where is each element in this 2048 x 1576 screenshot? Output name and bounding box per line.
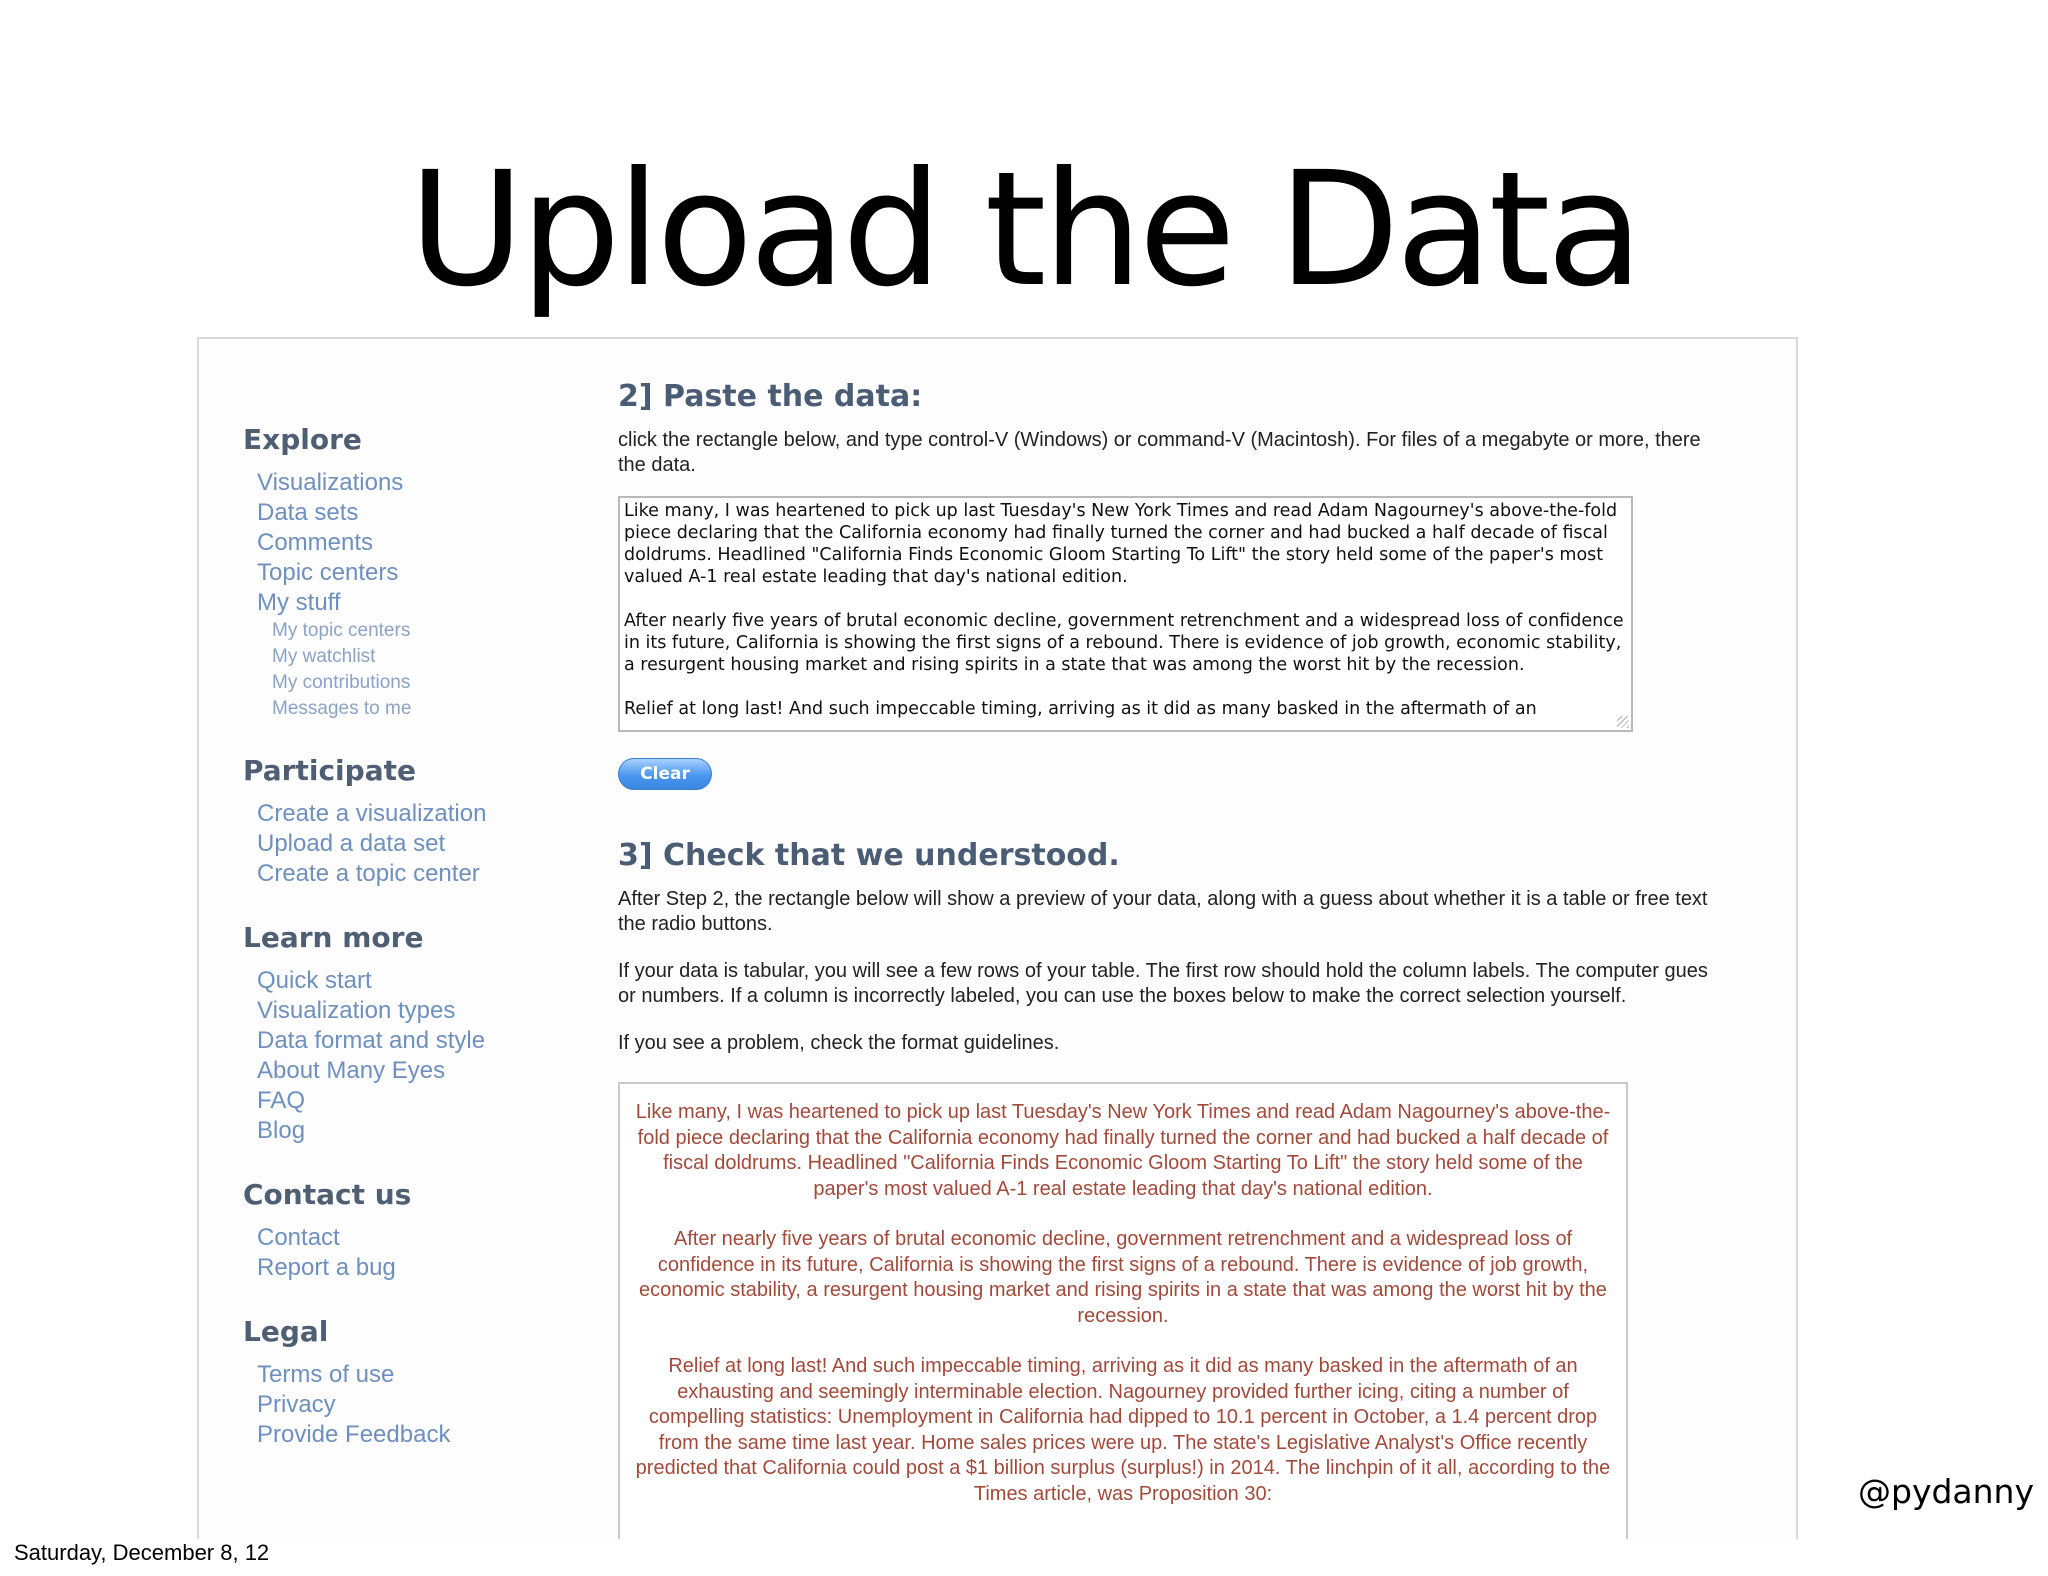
sidebar-heading-learn-more: Learn more xyxy=(243,921,424,954)
textarea-paragraph: After nearly five years of brutal economic decline, government retrenchment and a widespread loss of confidence in its future, California is showing the first signs of a rebound. There is evidence of job growth, economic stability, a resurgent housing market and rising spirits in a state that was among the worst hit by the recession. xyxy=(624,611,1624,675)
sidebar-link-report-bug[interactable]: Report a bug xyxy=(257,1254,396,1281)
sidebar-link-about-many-eyes[interactable]: About Many Eyes xyxy=(257,1057,446,1084)
sidebar-link-terms-of-use[interactable]: Terms of use xyxy=(257,1361,395,1388)
sidebar-link-quick-start[interactable]: Quick start xyxy=(257,967,372,994)
sidebar-link-messages-to-me[interactable]: Messages to me xyxy=(272,698,412,719)
sidebar-group-learn-more xyxy=(243,921,563,1146)
step3-para2-line1: If your data is tabular, you will see a few rows of your table. The first row should hold the column labels. The computer gues xyxy=(618,960,1708,982)
sidebar-link-create-visualization[interactable]: Create a visualization xyxy=(257,800,487,827)
sidebar-link-my-watchlist[interactable]: My watchlist xyxy=(272,646,376,667)
step3-heading: 3] Check that we understood. xyxy=(618,838,1120,873)
sidebar-heading-participate: Participate xyxy=(243,754,416,787)
preview-paragraph: Relief at long last! And such impeccable timing, arriving as it did as many basked in the aftermath of an exhausting and seemingly interminable election. Nagourney provided further icing, citing a number of compelling statistics: Unemployment in California had dipped to 10.1 percent in October, a 1.4 percent drop from the same time last year. Home sales prices were up. The state's Legislative Analyst's Office recently predicted that California could post a $1 billion surplus (surplus!) in 2014. The linchpin of it all, according to the Times article, was Proposition 30: xyxy=(635,1355,1611,1505)
slide-title: Upload the Data xyxy=(408,138,1640,322)
sidebar-link-comments[interactable]: Comments xyxy=(257,529,374,556)
date-stamp: Saturday, December 8, 12 xyxy=(14,1540,270,1565)
step2-heading: 2] Paste the data: xyxy=(618,379,923,414)
twitter-handle: @pydanny xyxy=(1858,1472,2035,1511)
step3-para1-line2: the radio buttons. xyxy=(618,913,773,935)
sidebar-link-visualizations[interactable]: Visualizations xyxy=(257,469,404,496)
preview-paragraph: Like many, I was heartened to pick up last Tuesday's New York Times and read Adam Nagourney's above-the-fold piece declaring that the California economy had finally turned the corner and had bucked a half decade of fiscal doldrums. Headlined "California Finds Economic Gloom Starting To Lift" the story held some of the paper's most valued A-1 real estate leading that day's national edition. xyxy=(635,1101,1611,1200)
sidebar-link-contact[interactable]: Contact xyxy=(257,1224,340,1251)
sidebar-link-data-sets[interactable]: Data sets xyxy=(257,499,359,526)
sidebar-link-my-contributions[interactable]: My contributions xyxy=(272,672,411,693)
step3-para3: If you see a problem, check the format guidelines. xyxy=(618,1032,1060,1054)
step2-instructions-line1: click the rectangle below, and type control-V (Windows) or command-V (Macintosh). For files of a megabyte or more, there xyxy=(618,429,1701,451)
sidebar-link-upload-data-set[interactable]: Upload a data set xyxy=(257,830,446,857)
main-content xyxy=(618,379,1798,1539)
sidebar-link-my-topic-centers[interactable]: My topic centers xyxy=(272,620,411,641)
textarea-paragraph: Relief at long last! And such impeccable timing, arriving as it did as many basked in the aftermath of an xyxy=(624,699,1537,719)
paste-data-textarea[interactable] xyxy=(618,496,1633,732)
resize-handle-icon[interactable] xyxy=(1617,716,1629,728)
clear-button[interactable]: Clear xyxy=(618,758,712,790)
sidebar-link-provide-feedback[interactable]: Provide Feedback xyxy=(257,1421,451,1448)
sidebar-link-my-stuff[interactable]: My stuff xyxy=(257,589,341,616)
sidebar-group-participate xyxy=(243,754,563,889)
webpage-screenshot xyxy=(197,337,1798,1539)
sidebar-group-legal xyxy=(243,1315,563,1450)
step2-instructions-line2: the data. xyxy=(618,454,696,476)
sidebar-heading-contact-us: Contact us xyxy=(243,1178,412,1211)
sidebar-heading-legal: Legal xyxy=(243,1315,329,1348)
sidebar-link-faq[interactable]: FAQ xyxy=(257,1087,306,1114)
sidebar-link-privacy[interactable]: Privacy xyxy=(257,1391,336,1418)
sidebar-group-contact-us xyxy=(243,1178,563,1283)
sidebar-group-explore xyxy=(243,423,563,722)
sidebar-link-visualization-types[interactable]: Visualization types xyxy=(257,997,456,1024)
sidebar-link-data-format[interactable]: Data format and style xyxy=(257,1027,486,1054)
sidebar-link-topic-centers[interactable]: Topic centers xyxy=(257,559,399,586)
step3-para2-line2: or numbers. If a column is incorrectly labeled, you can use the boxes below to make the correct selection yourself. xyxy=(618,985,1627,1007)
data-preview-box xyxy=(618,1082,1628,1539)
sidebar-link-blog[interactable]: Blog xyxy=(257,1117,306,1144)
preview-paragraph: After nearly five years of brutal economic decline, government retrenchment and a widespread loss of confidence in its future, California is showing the first signs of a rebound. There is evidence of job growth, economic stability, a resurgent housing market and rising spirits in a state that was among the worst hit by the recession. xyxy=(639,1228,1607,1327)
sidebar-nav xyxy=(243,423,563,1482)
sidebar-heading-explore: Explore xyxy=(243,423,362,456)
textarea-paragraph: Like many, I was heartened to pick up last Tuesday's New York Times and read Adam Nagourney's above-the-fold piece declaring that the California economy had finally turned the corner and had bucked a half decade of fiscal doldrums. Headlined "California Finds Economic Gloom Starting To Lift" the story held some of the paper's most valued A-1 real estate leading that day's national edition. xyxy=(624,501,1618,587)
sidebar-link-create-topic-center[interactable]: Create a topic center xyxy=(257,860,480,887)
step3-para1-line1: After Step 2, the rectangle below will show a preview of your data, along with a guess about whether it is a table or free text xyxy=(618,888,1708,910)
